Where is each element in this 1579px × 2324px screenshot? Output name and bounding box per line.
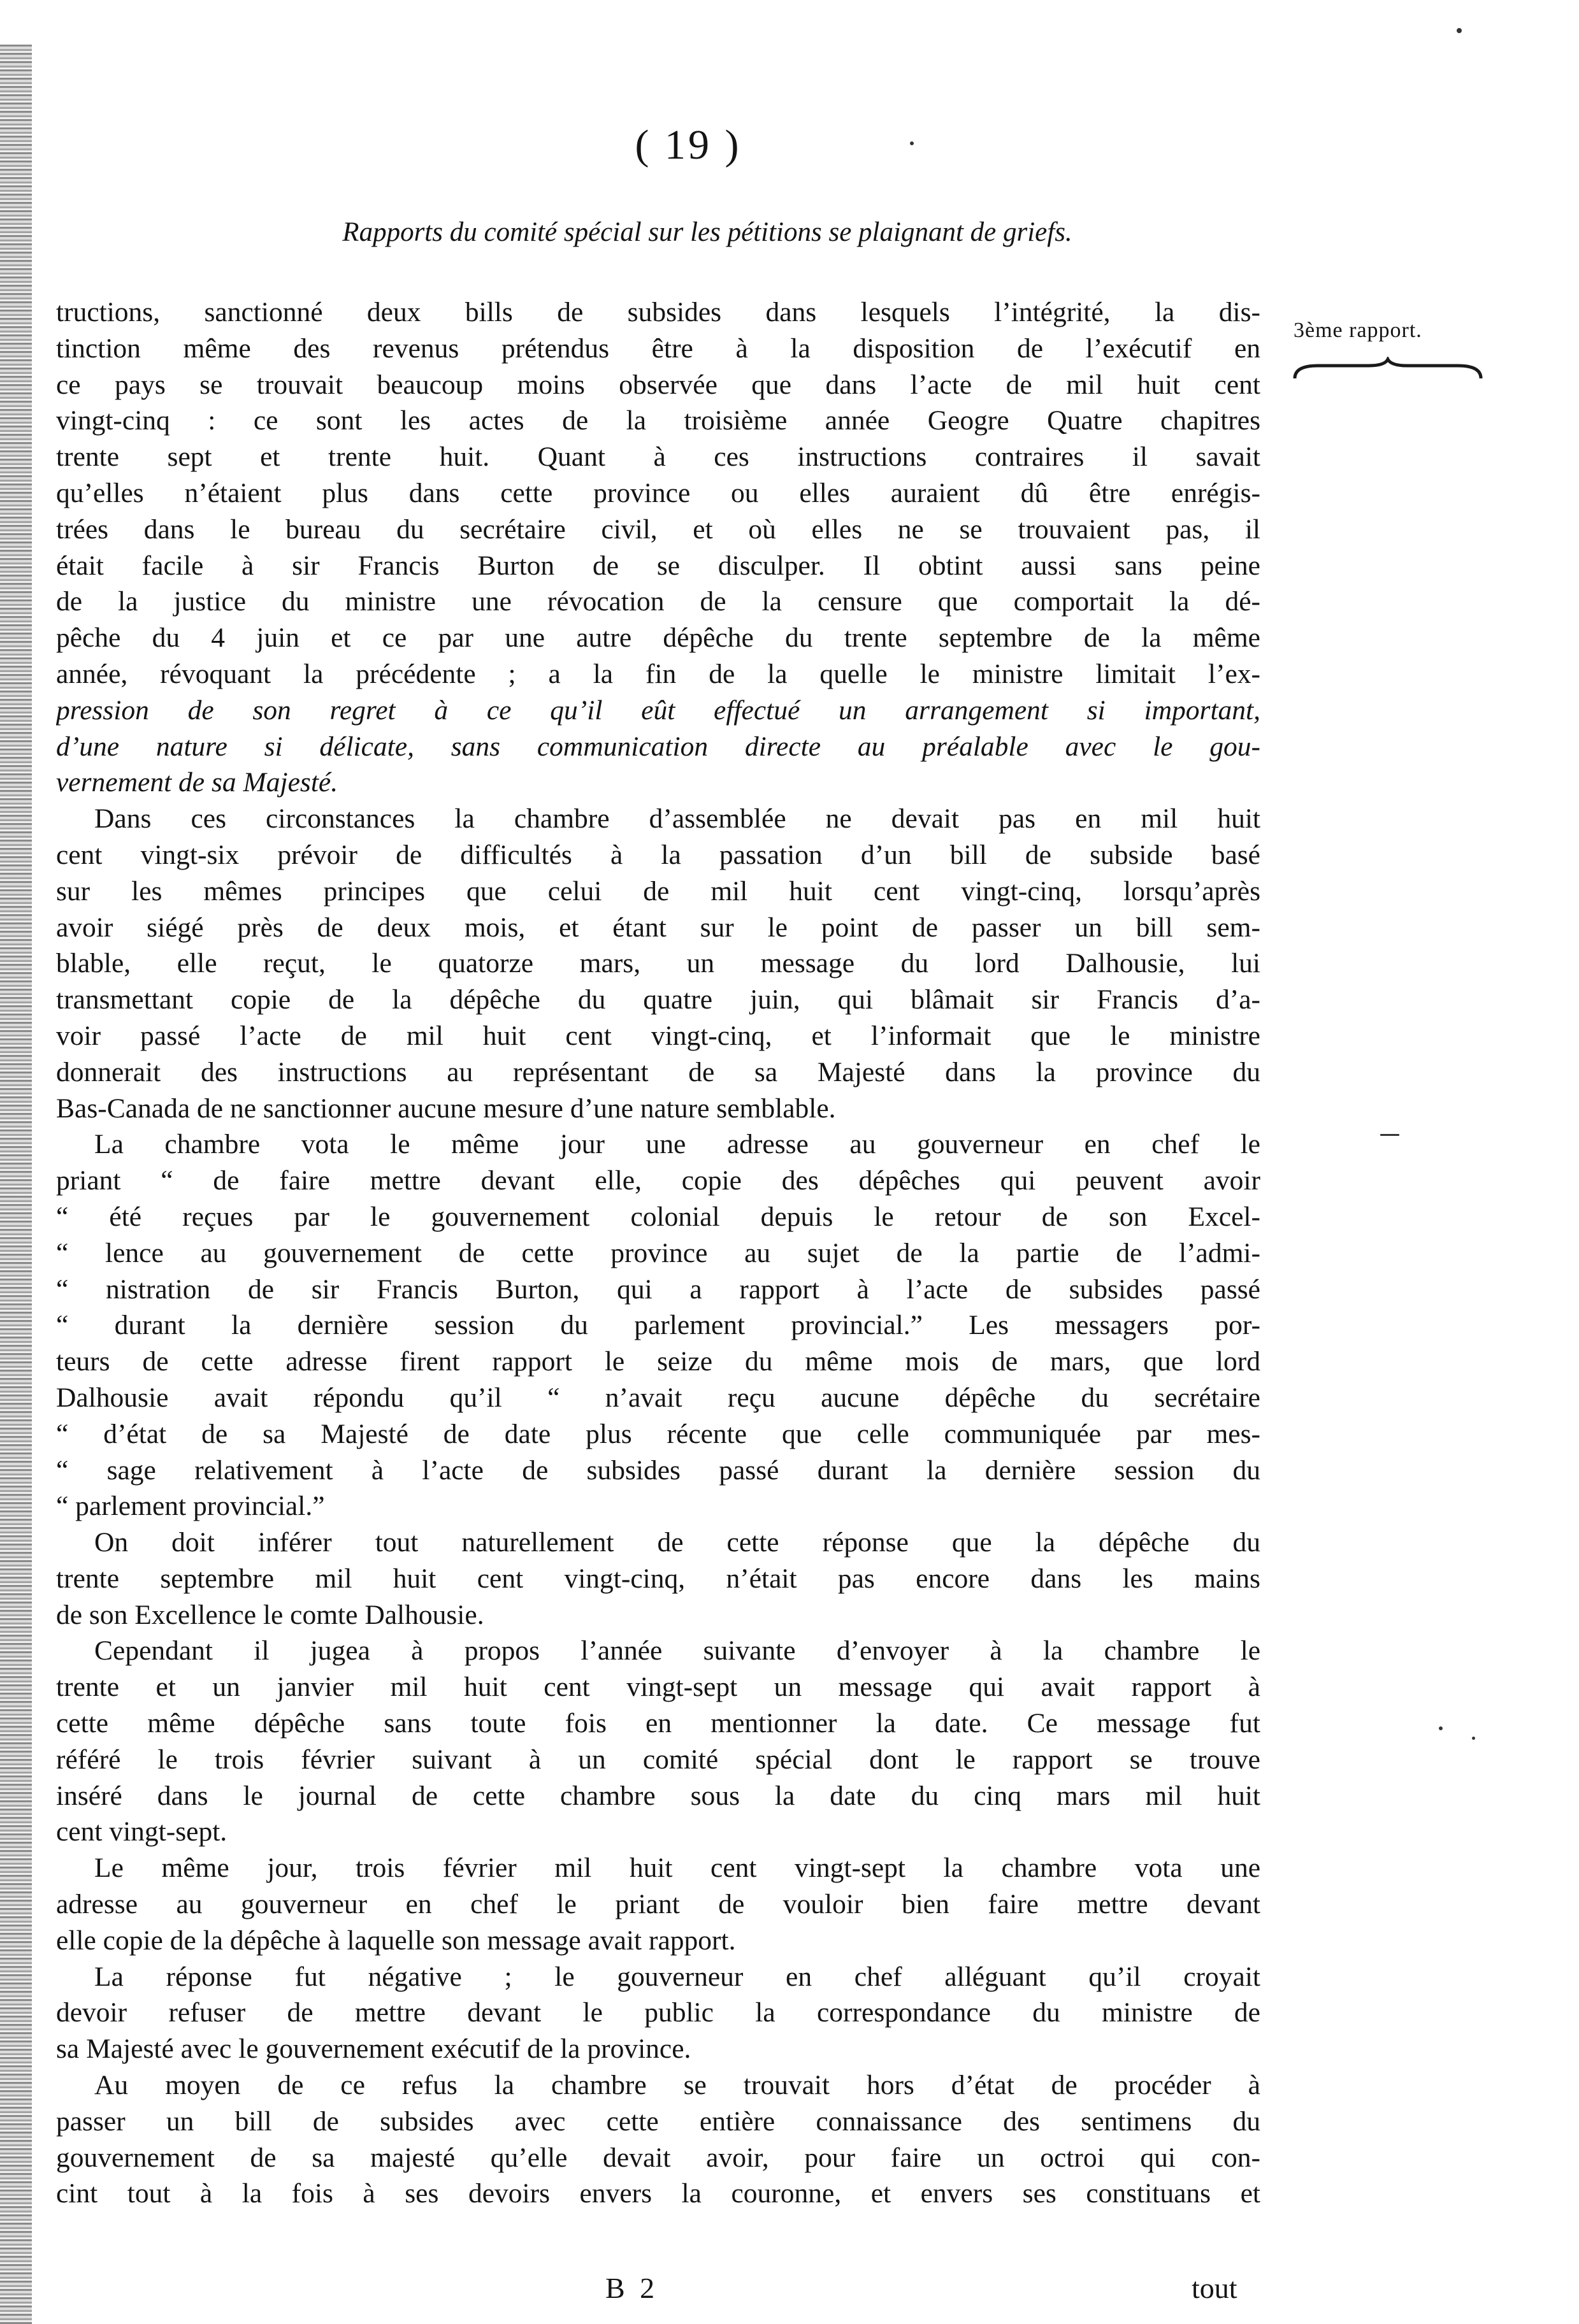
text-line: cent vingt-sept. — [56, 1816, 227, 1847]
text-line: sa Majesté avec le gouvernement exécutif de la province. — [56, 2034, 691, 2065]
text-line: On doit inférer tout naturellement de cette réponse que la dépêche du — [94, 1527, 1260, 1558]
text-line: “ sage relativement à l’acte de subsides passé durant la dernière session du — [56, 1454, 1260, 1486]
text-line: Le même jour, trois février mil huit cent vingt-sept la chambre vota une — [94, 1853, 1260, 1884]
binding-edge — [0, 45, 32, 2324]
text-line: ce pays se trouvait beaucoup moins observée que dans l’acte de mil huit cent — [56, 369, 1260, 400]
text-line: priant “ de faire mettre devant elle, copie des dépêches qui peuvent avoir — [56, 1165, 1260, 1196]
text-line: “ été reçues par le gouvernement colonial depuis le retour de son Excel- — [56, 1201, 1260, 1232]
text-line: transmettant copie de la dépêche du quatre juin, qui blâmait sir Francis d’a- — [56, 984, 1260, 1015]
text-line: vernement de sa Majesté. — [56, 767, 338, 798]
ink-speck — [1472, 1737, 1475, 1740]
ink-speck — [1457, 28, 1462, 33]
text-line: “ lence au gouvernement de cette province au sujet de la partie de l’admi- — [56, 1237, 1260, 1268]
text-line: cint tout à la fois à ses devoirs envers la couronne, et envers ses constituans et — [56, 2178, 1260, 2209]
text-line: trente et un janvier mil huit cent vingt-sept un message qui avait rapport à — [56, 1672, 1260, 1703]
text-line: année, révoquant la précédente ; a la fin de la quelle le ministre limitait l’ex- — [56, 658, 1260, 689]
ink-speck — [910, 141, 914, 145]
text-line: passer un bill de subsides avec cette entière connaissance des sentimens du — [56, 2105, 1260, 2137]
text-line: trente septembre mil huit cent vingt-cinq, n’était pas encore dans les mains — [56, 1563, 1260, 1594]
margin-brace-icon — [1292, 357, 1483, 382]
text-line: vingt-cinq : ce sont les actes de la troisième année Geogre Quatre chapitres — [56, 405, 1260, 436]
text-line: tructions, sanctionné deux bills de subsides dans lesquels l’intégrité, la dis- — [56, 297, 1260, 327]
signature-mark: B 2 — [605, 2272, 659, 2304]
text-line: donnerait des instructions au représentant de sa Majesté dans la province du — [56, 1056, 1260, 1087]
page-number: ( 19 ) — [635, 122, 742, 168]
text-line: Dans ces circonstances la chambre d’assemblée ne devait pas en mil huit — [94, 803, 1260, 835]
text-line: d’une nature si délicate, sans communication directe au préalable avec le gou- — [56, 731, 1260, 762]
text-line: teurs de cette adresse firent rapport le seize du même mois de mars, que lord — [56, 1346, 1260, 1377]
ink-speck — [1439, 1726, 1443, 1730]
text-line: trées dans le bureau du secrétaire civil, et où elles ne se trouvaient pas, il — [56, 513, 1260, 545]
catchword: tout — [1192, 2272, 1237, 2304]
text-line: “ durant la dernière session du parlement provincial.” Les messagers por- — [56, 1310, 1260, 1341]
text-line: “ d’état de sa Majesté de date plus récente que celle communiquée par mes- — [56, 1418, 1260, 1449]
text-line: sur les mêmes principes que celui de mil huit cent vingt-cinq, lorsqu’après — [56, 875, 1260, 907]
text-line: trente sept et trente huit. Quant à ces instructions contraires il savait — [56, 441, 1260, 473]
text-line: cent vingt-six prévoir de difficultés à la passation d’un bill de subside basé — [56, 839, 1260, 870]
text-line: La réponse fut négative ; le gouverneur en chef alléguant qu’il croyait — [94, 1961, 1260, 1992]
text-line: qu’elles n’étaient plus dans cette province ou elles auraient dû être enrégis- — [56, 477, 1260, 508]
body-text — [56, 294, 1260, 2212]
text-line: Bas-Canada de ne sanctionner aucune mesure d’une nature semblable. — [56, 1093, 836, 1124]
text-line: pêche du 4 juin et ce par une autre dépêche du trente septembre de la même — [56, 622, 1260, 654]
text-line: avoir siégé près de deux mois, et étant sur le point de passer un bill sem- — [56, 912, 1260, 943]
text-line: elle copie de la dépêche à laquelle son message avait rapport. — [56, 1925, 736, 1956]
text-line: “ nistration de sir Francis Burton, qui a rapport à l’acte de subsides passé — [56, 1273, 1260, 1305]
text-line: Dalhousie avait répondu qu’il “ n’avait reçu aucune dépêche du secrétaire — [56, 1382, 1260, 1413]
text-line: gouvernement de sa majesté qu’elle devait avoir, pour faire un octroi qui con- — [56, 2142, 1260, 2173]
text-line: inséré dans le journal de cette chambre sous la date du cinq mars mil huit — [56, 1780, 1260, 1811]
text-line: pression de son regret à ce qu’il eût effectué un arrangement si important, — [56, 694, 1260, 726]
text-line: référé le trois février suivant à un comité spécial dont le rapport se trouve — [56, 1744, 1260, 1775]
text-line: blable, elle reçut, le quatorze mars, un message du lord Dalhousie, lui — [56, 948, 1260, 979]
running-title: Rapports du comité spécial sur les pétitions se plaignant de griefs. — [342, 217, 1072, 247]
text-line: devoir refuser de mettre devant le public la correspondance du ministre de — [56, 1997, 1260, 2028]
text-line: La chambre vota le même jour une adresse au gouverneur en chef le — [94, 1129, 1260, 1160]
text-line: “ parlement provincial.” — [56, 1491, 325, 1522]
text-line: Au moyen de ce refus la chambre se trouvait hors d’état de procéder à — [94, 2070, 1260, 2101]
text-line: tinction même des revenus prétendus être à la disposition de l’exécutif en — [56, 333, 1260, 364]
ink-speck — [1380, 1134, 1399, 1136]
text-line: Cependant il jugea à propos l’année suivante d’envoyer à la chambre le — [94, 1635, 1260, 1667]
text-line: de son Excellence le comte Dalhousie. — [56, 1599, 484, 1630]
text-line: cette même dépêche sans toute fois en mentionner la date. Ce message fut — [56, 1708, 1260, 1739]
margin-note: 3ème rapport. — [1294, 319, 1422, 342]
text-line: était facile à sir Francis Burton de se disculper. Il obtint aussi sans peine — [56, 550, 1260, 581]
text-line: de la justice du ministre une révocation de la censure que comportait la dé- — [56, 586, 1260, 617]
text-line: voir passé l’acte de mil huit cent vingt-cinq, et l’informait que le ministre — [56, 1020, 1260, 1051]
text-line: adresse au gouverneur en chef le priant de vouloir bien faire mettre devant — [56, 1889, 1260, 1920]
